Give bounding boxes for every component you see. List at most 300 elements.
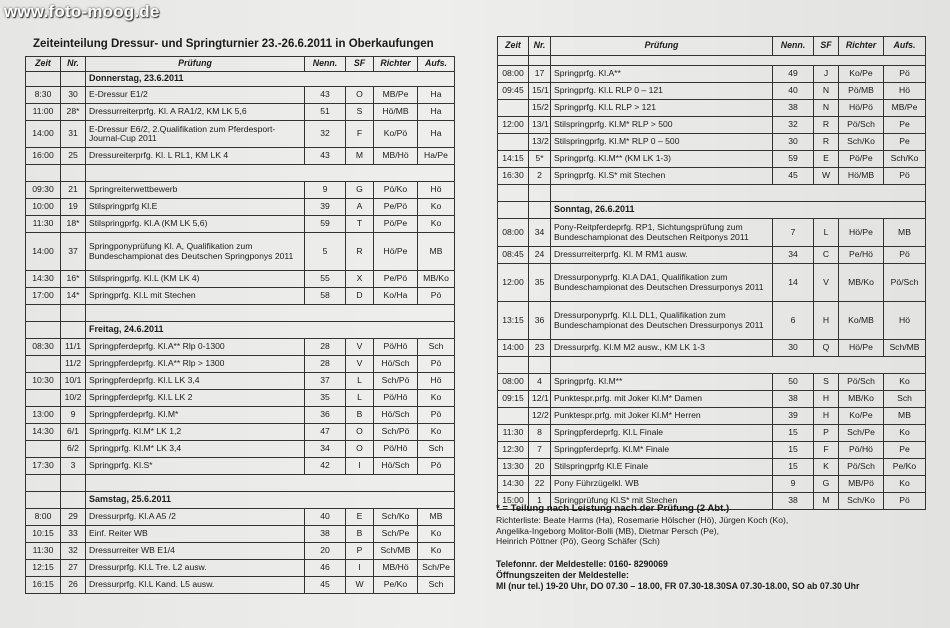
- day-heading: Samstag, 25.6.2011: [86, 492, 455, 509]
- time-cell: 11:30: [26, 216, 61, 233]
- time-cell: 08:30: [26, 339, 61, 356]
- aufs-cell: Ko: [418, 543, 455, 560]
- richter-cell: Pö/Sch: [839, 374, 884, 391]
- table-row: [498, 83, 926, 100]
- time-cell: 08:00: [498, 219, 529, 247]
- nenn-cell: 38: [305, 526, 346, 543]
- aufs-cell: Pö: [418, 407, 455, 424]
- day-heading: Donnerstag, 23.6.2011: [86, 72, 455, 87]
- sf-cell: B: [346, 526, 374, 543]
- richter-cell: MB/Ko: [839, 391, 884, 408]
- nenn-cell: 32: [773, 117, 814, 134]
- aufs-cell: Ko: [418, 390, 455, 407]
- sf-cell: N: [814, 100, 839, 117]
- pruefung-cell: E-Dressur E6/2, 2.Qualifikation zum Pferdesport-Journal-Cup 2011: [86, 121, 305, 148]
- aufs-cell: Ko: [884, 476, 926, 493]
- richter-cell: Pe/Hö: [839, 247, 884, 264]
- table-row: [26, 121, 455, 148]
- nenn-cell: 30: [773, 340, 814, 357]
- day-heading-row: [26, 492, 455, 509]
- aufs-cell: Sch/Pe: [418, 560, 455, 577]
- nr-cell: 15/1: [529, 83, 551, 100]
- nr-cell: 14*: [61, 288, 86, 305]
- hours-title: Öffnungszeiten der Meldestelle:: [496, 569, 629, 580]
- aufs-cell: Pe/Ko: [884, 459, 926, 476]
- table-row: [26, 543, 455, 560]
- time-cell: 8:00: [26, 509, 61, 526]
- table-row: [26, 424, 455, 441]
- aufs-cell: Pö: [884, 493, 926, 510]
- sf-cell: E: [346, 509, 374, 526]
- aufs-cell: Hö: [884, 302, 926, 340]
- time-cell: 16:30: [498, 168, 529, 185]
- nr-cell: 4: [529, 374, 551, 391]
- sf-cell: V: [346, 339, 374, 356]
- nr-cell: 9: [61, 407, 86, 424]
- table-row: [498, 476, 926, 493]
- time-cell: 14:15: [498, 151, 529, 168]
- pruefung-cell: Springprfg. Kl.L mit Stechen: [86, 288, 305, 305]
- richter-cell: Ko/MB: [839, 302, 884, 340]
- table-row: [498, 408, 926, 425]
- aufs-cell: Ha: [418, 104, 455, 121]
- sf-cell: H: [814, 391, 839, 408]
- table-row: [26, 441, 455, 458]
- nenn-cell: 30: [773, 134, 814, 151]
- time-cell: 09:15: [498, 391, 529, 408]
- contact-info: [496, 559, 936, 592]
- pruefung-cell: Springprfg. Kl.S* mit Stechen: [551, 168, 773, 185]
- schedule-table-left: [25, 56, 455, 594]
- header-sf: SF: [814, 37, 839, 56]
- aufs-cell: Pö: [884, 66, 926, 83]
- time-cell: 09:45: [498, 83, 529, 100]
- time-cell: [26, 441, 61, 458]
- aufs-cell: Sch: [418, 339, 455, 356]
- sf-cell: B: [346, 407, 374, 424]
- spacer-row: [26, 165, 455, 182]
- nenn-cell: 58: [305, 288, 346, 305]
- day-heading: Sonntag, 26.6.2011: [551, 202, 926, 219]
- nr-cell: 12/2: [529, 408, 551, 425]
- nenn-cell: 51: [305, 104, 346, 121]
- nenn-cell: 37: [305, 373, 346, 390]
- spacer-row: [498, 185, 926, 202]
- time-cell: 14:30: [26, 424, 61, 441]
- pruefung-cell: Springprfg. Kl.A**: [551, 66, 773, 83]
- pruefung-cell: E-Dressur E1/2: [86, 87, 305, 104]
- header-pruefung: Prüfung: [551, 37, 773, 56]
- time-cell: 08:00: [498, 66, 529, 83]
- pruefung-cell: Dressurprfg. Kl.L Tre. L2 ausw.: [86, 560, 305, 577]
- aufs-cell: Sch: [418, 441, 455, 458]
- nenn-cell: 55: [305, 271, 346, 288]
- sf-cell: H: [814, 302, 839, 340]
- richter-cell: Sch/MB: [374, 543, 418, 560]
- pruefung-cell: Springprfg. Kl.M* LK 1,2: [86, 424, 305, 441]
- sf-cell: L: [346, 390, 374, 407]
- header-aufs: Aufs.: [884, 37, 926, 56]
- day-heading: Freitag, 24.6.2011: [86, 322, 455, 339]
- nr-cell: 32: [61, 543, 86, 560]
- time-cell: 12:15: [26, 560, 61, 577]
- richter-cell: Hö/Sch: [374, 356, 418, 373]
- pruefung-cell: Dressurponyprfg. Kl.A DA1, Qualifikation zum Bundeschampionat des Deutschen Dressurponys 2011: [551, 264, 773, 302]
- table-row: [498, 340, 926, 357]
- aufs-cell: MB: [884, 219, 926, 247]
- nenn-cell: 45: [773, 168, 814, 185]
- table-row: [26, 233, 455, 271]
- richter-cell: Ko/Pe: [839, 66, 884, 83]
- richter-cell: MB/Hö: [374, 148, 418, 165]
- sf-cell: O: [346, 441, 374, 458]
- sf-cell: V: [346, 356, 374, 373]
- nr-cell: 5*: [529, 151, 551, 168]
- time-cell: 14:30: [26, 271, 61, 288]
- time-cell: 15:00: [498, 493, 529, 510]
- pruefung-cell: Springpferdeprfg. Kl.L LK 3,4: [86, 373, 305, 390]
- sf-cell: I: [346, 560, 374, 577]
- spacer-row: [498, 357, 926, 374]
- header-sf: SF: [346, 57, 374, 72]
- nr-cell: 6/2: [61, 441, 86, 458]
- table-row: [498, 264, 926, 302]
- pruefung-cell: Springponyprüfung Kl. A, Qualifikation zum Bundeschampionat des Deutschen Springponys 2011: [86, 233, 305, 271]
- nenn-cell: 50: [773, 374, 814, 391]
- time-cell: 08:00: [498, 374, 529, 391]
- table-row: [26, 104, 455, 121]
- nenn-cell: 35: [305, 390, 346, 407]
- nenn-cell: 59: [305, 216, 346, 233]
- aufs-cell: Pö: [418, 458, 455, 475]
- sf-cell: L: [814, 219, 839, 247]
- sf-cell: P: [346, 543, 374, 560]
- sf-cell: O: [346, 424, 374, 441]
- pruefung-cell: Springpferdeprfg. Kl.L LK 2: [86, 390, 305, 407]
- nr-cell: 8: [529, 425, 551, 442]
- aufs-cell: Pö: [884, 247, 926, 264]
- sf-cell: G: [346, 182, 374, 199]
- nr-cell: 22: [529, 476, 551, 493]
- nr-cell: 17: [529, 66, 551, 83]
- header-richter: Richter: [839, 37, 884, 56]
- nr-cell: 26: [61, 577, 86, 594]
- nr-cell: 20: [529, 459, 551, 476]
- nr-cell: 28*: [61, 104, 86, 121]
- time-cell: 14:00: [498, 340, 529, 357]
- time-cell: 17:30: [26, 458, 61, 475]
- table-row: [498, 247, 926, 264]
- header-richter: Richter: [374, 57, 418, 72]
- nenn-cell: 38: [773, 391, 814, 408]
- table-row: [26, 87, 455, 104]
- table-row: [498, 66, 926, 83]
- nr-cell: 13/2: [529, 134, 551, 151]
- judges-list-line: Richterliste: Beate Harms (Ha), Rosemarie Hölscher (Hö), Jürgen Koch (Ko),: [496, 514, 789, 525]
- aufs-cell: Ko: [884, 374, 926, 391]
- pruefung-cell: Springpferdeprfg. Kl.M*: [86, 407, 305, 424]
- sf-cell: P: [814, 425, 839, 442]
- sf-cell: V: [814, 264, 839, 302]
- sf-cell: S: [346, 104, 374, 121]
- richter-cell: Hö/MB: [839, 168, 884, 185]
- pruefung-cell: Dressurreiterprfg. Kl. M RM1 ausw.: [551, 247, 773, 264]
- time-cell: 10:15: [26, 526, 61, 543]
- sf-cell: G: [814, 476, 839, 493]
- sf-cell: M: [346, 148, 374, 165]
- time-cell: 16:00: [26, 148, 61, 165]
- header-pruefung: Prüfung: [86, 57, 305, 72]
- aufs-cell: Ko: [418, 216, 455, 233]
- richter-cell: Hö/Pe: [374, 233, 418, 271]
- spacer-row: [498, 56, 926, 66]
- sf-cell: F: [814, 442, 839, 459]
- pruefung-cell: Springprfg. Kl.M**: [551, 374, 773, 391]
- nenn-cell: 15: [773, 442, 814, 459]
- nenn-cell: 43: [305, 87, 346, 104]
- sf-cell: T: [346, 216, 374, 233]
- aufs-cell: Pö: [884, 168, 926, 185]
- nenn-cell: 34: [773, 247, 814, 264]
- nr-cell: 19: [61, 199, 86, 216]
- header-nenn: Nenn.: [773, 37, 814, 56]
- aufs-cell: Sch: [418, 577, 455, 594]
- table-row: [26, 526, 455, 543]
- table-row: [498, 151, 926, 168]
- richter-cell: Hö/Pe: [839, 219, 884, 247]
- pruefung-cell: Dressurreiter WB E1/4: [86, 543, 305, 560]
- aufs-cell: Sch/Ko: [884, 151, 926, 168]
- nenn-cell: 5: [305, 233, 346, 271]
- nenn-cell: 59: [773, 151, 814, 168]
- sf-cell: R: [814, 134, 839, 151]
- table-row: [498, 219, 926, 247]
- aufs-cell: Ko: [418, 199, 455, 216]
- time-cell: 13:15: [498, 302, 529, 340]
- richter-cell: Hö/Sch: [374, 458, 418, 475]
- watermark: www.foto-moog.de: [4, 2, 160, 21]
- richter-cell: Pö/Sch: [839, 459, 884, 476]
- pruefung-cell: Stilspringprfg. Kl.M* RLP > 500: [551, 117, 773, 134]
- sf-cell: R: [346, 233, 374, 271]
- richter-cell: Sch/Ko: [374, 509, 418, 526]
- richter-cell: Hö/Pö: [839, 100, 884, 117]
- pruefung-cell: Springpferdeprfg. Kl.L Finale: [551, 425, 773, 442]
- nr-cell: 10/2: [61, 390, 86, 407]
- pruefung-cell: Springreiterwettbewerb: [86, 182, 305, 199]
- nr-cell: 31: [61, 121, 86, 148]
- nenn-cell: 20: [305, 543, 346, 560]
- richter-cell: Sch/Ko: [839, 134, 884, 151]
- nr-cell: 21: [61, 182, 86, 199]
- nenn-cell: 47: [305, 424, 346, 441]
- hours-line: MI (nur tel.) 19-20 Uhr, DO 07.30 – 18.00, FR 07.30-18.30SA 07.30-18.00, SO ab 07.30 Uhr: [496, 580, 860, 591]
- nr-cell: 23: [529, 340, 551, 357]
- table-row: [26, 458, 455, 475]
- sf-cell: L: [346, 373, 374, 390]
- table-row: [498, 459, 926, 476]
- day-heading-row: [26, 72, 455, 87]
- richter-cell: Sch/Pe: [839, 425, 884, 442]
- pruefung-cell: Dressurreiterprfg. Kl. A RA1/2, KM LK 5,6: [86, 104, 305, 121]
- pruefung-cell: Dressurprfg. Kl.M M2 ausw., KM LK 1-3: [551, 340, 773, 357]
- pruefung-cell: Springprfg. Kl.M** (KM LK 1-3): [551, 151, 773, 168]
- richter-cell: Pö/Sch: [839, 117, 884, 134]
- pruefung-cell: Stilspringprfg. Kl.L (KM LK 4): [86, 271, 305, 288]
- aufs-cell: MB: [418, 233, 455, 271]
- nr-cell: 35: [529, 264, 551, 302]
- richter-cell: Ko/Pe: [839, 408, 884, 425]
- nenn-cell: 36: [305, 407, 346, 424]
- aufs-cell: Ha: [418, 87, 455, 104]
- sf-cell: J: [814, 66, 839, 83]
- nr-cell: 24: [529, 247, 551, 264]
- time-cell: 12:30: [498, 442, 529, 459]
- division-note: * = Teilung nach Leistung nach der Prüfung (2 Abt.): [496, 503, 730, 514]
- table-row: [26, 148, 455, 165]
- nr-cell: 18*: [61, 216, 86, 233]
- nr-cell: 12/1: [529, 391, 551, 408]
- header-nenn: Nenn.: [305, 57, 346, 72]
- pruefung-cell: Dressurprfg. Kl.L Kand. L5 ausw.: [86, 577, 305, 594]
- nr-cell: 15/2: [529, 100, 551, 117]
- nenn-cell: 40: [305, 509, 346, 526]
- nr-cell: 33: [61, 526, 86, 543]
- pruefung-cell: Pony-Reitpferdeprfg. RP1, Sichtungsprüfung zum Bundeschampionat des Deutschen Reitponys 2011: [551, 219, 773, 247]
- notes: [496, 503, 936, 547]
- nr-cell: 6/1: [61, 424, 86, 441]
- aufs-cell: Pe: [884, 442, 926, 459]
- spacer-row: [26, 475, 455, 492]
- table-row: [26, 288, 455, 305]
- nenn-cell: 46: [305, 560, 346, 577]
- time-cell: 12:00: [498, 117, 529, 134]
- pruefung-cell: Dressurponyprfg. Kl.L DL1, Qualifikation zum Bundeschampionat des Deutschen Dressurponys 2011: [551, 302, 773, 340]
- nr-cell: 25: [61, 148, 86, 165]
- pruefung-cell: Dressureiterprfg. Kl. L RL1, KM LK 4: [86, 148, 305, 165]
- richter-cell: MB/Pe: [374, 87, 418, 104]
- page-title: Zeiteinteilung Dressur- und Springturnier 23.-26.6.2011 in Oberkaufungen: [33, 38, 434, 50]
- pruefung-cell: Springpferdeprfg. Kl.M* Finale: [551, 442, 773, 459]
- pruefung-cell: Springprfg. Kl.S*: [86, 458, 305, 475]
- nr-cell: 10/1: [61, 373, 86, 390]
- richter-cell: Ko/Pö: [374, 121, 418, 148]
- nenn-cell: 49: [773, 66, 814, 83]
- nenn-cell: 6: [773, 302, 814, 340]
- sf-cell: H: [814, 408, 839, 425]
- nenn-cell: 15: [773, 425, 814, 442]
- aufs-cell: Sch: [884, 391, 926, 408]
- pruefung-cell: Stilspringprfg Kl.E: [86, 199, 305, 216]
- nenn-cell: 9: [773, 476, 814, 493]
- aufs-cell: Hö: [418, 373, 455, 390]
- time-cell: [498, 408, 529, 425]
- richter-cell: Pö/Hö: [839, 442, 884, 459]
- aufs-cell: Ko: [884, 425, 926, 442]
- sf-cell: S: [814, 374, 839, 391]
- sf-cell: W: [814, 168, 839, 185]
- time-cell: 14:30: [498, 476, 529, 493]
- day-heading-row: [498, 202, 926, 219]
- aufs-cell: Ko: [418, 526, 455, 543]
- header-nr: Nr.: [529, 37, 551, 56]
- richter-cell: Sch/Pe: [374, 526, 418, 543]
- nenn-cell: 14: [773, 264, 814, 302]
- sf-cell: N: [814, 83, 839, 100]
- richter-cell: MB/Hö: [374, 560, 418, 577]
- sf-cell: F: [346, 121, 374, 148]
- sf-cell: I: [346, 458, 374, 475]
- richter-cell: Sch/Pö: [374, 424, 418, 441]
- aufs-cell: Pö: [418, 356, 455, 373]
- aufs-cell: MB/Ko: [418, 271, 455, 288]
- time-cell: 10:00: [26, 199, 61, 216]
- richter-cell: Pö/Pe: [374, 216, 418, 233]
- nr-cell: 29: [61, 509, 86, 526]
- table-row: [26, 373, 455, 390]
- phone-line: Telefonnr. der Meldestelle: 0160- 8290069: [496, 559, 668, 569]
- table-row: [26, 407, 455, 424]
- pruefung-cell: Springprfg. Kl.L RLP > 121: [551, 100, 773, 117]
- table-row: [26, 390, 455, 407]
- richter-cell: Pö/MB: [839, 83, 884, 100]
- nr-cell: 11/2: [61, 356, 86, 373]
- table-row: [498, 374, 926, 391]
- pruefung-cell: Stilspringprfg Kl.E Finale: [551, 459, 773, 476]
- table-row: [26, 560, 455, 577]
- nr-cell: 37: [61, 233, 86, 271]
- nr-cell: 2: [529, 168, 551, 185]
- sf-cell: K: [814, 459, 839, 476]
- schedule-table-right: [497, 36, 926, 510]
- sf-cell: R: [814, 117, 839, 134]
- aufs-cell: MB: [884, 408, 926, 425]
- sf-cell: A: [346, 199, 374, 216]
- table-row: [26, 356, 455, 373]
- pruefung-cell: Punktespr.prfg. mit Joker Kl.M* Damen: [551, 391, 773, 408]
- time-cell: 12:00: [498, 264, 529, 302]
- sf-cell: E: [814, 151, 839, 168]
- nr-cell: 1: [529, 493, 551, 510]
- judges-list-line: Heinrich Pöttner (Pö), Georg Schäfer (Sch): [496, 536, 660, 547]
- time-cell: [498, 134, 529, 151]
- pruefung-cell: Punktespr.prfg. mit Joker Kl.M* Herren: [551, 408, 773, 425]
- aufs-cell: Pe: [884, 134, 926, 151]
- table-row: [26, 182, 455, 199]
- time-cell: 13:00: [26, 407, 61, 424]
- aufs-cell: Pe: [884, 117, 926, 134]
- time-cell: 08:45: [498, 247, 529, 264]
- richter-cell: MB/Pö: [839, 476, 884, 493]
- day-heading-row: [26, 322, 455, 339]
- sf-cell: O: [346, 87, 374, 104]
- aufs-cell: Ha/Pe: [418, 148, 455, 165]
- richter-cell: Pe/Ko: [374, 577, 418, 594]
- header-nr: Nr.: [61, 57, 86, 72]
- richter-cell: Hö/Sch: [374, 407, 418, 424]
- pruefung-cell: Springpferdeprfg. Kl.A** Rlp > 1300: [86, 356, 305, 373]
- richter-cell: Sch/Pö: [374, 373, 418, 390]
- richter-cell: Pe/Pö: [374, 271, 418, 288]
- time-cell: 14:00: [26, 121, 61, 148]
- nenn-cell: 38: [773, 100, 814, 117]
- nr-cell: 16*: [61, 271, 86, 288]
- time-cell: 09:30: [26, 182, 61, 199]
- table-row: [498, 442, 926, 459]
- time-cell: 11:30: [498, 425, 529, 442]
- time-cell: [26, 390, 61, 407]
- time-cell: 11:00: [26, 104, 61, 121]
